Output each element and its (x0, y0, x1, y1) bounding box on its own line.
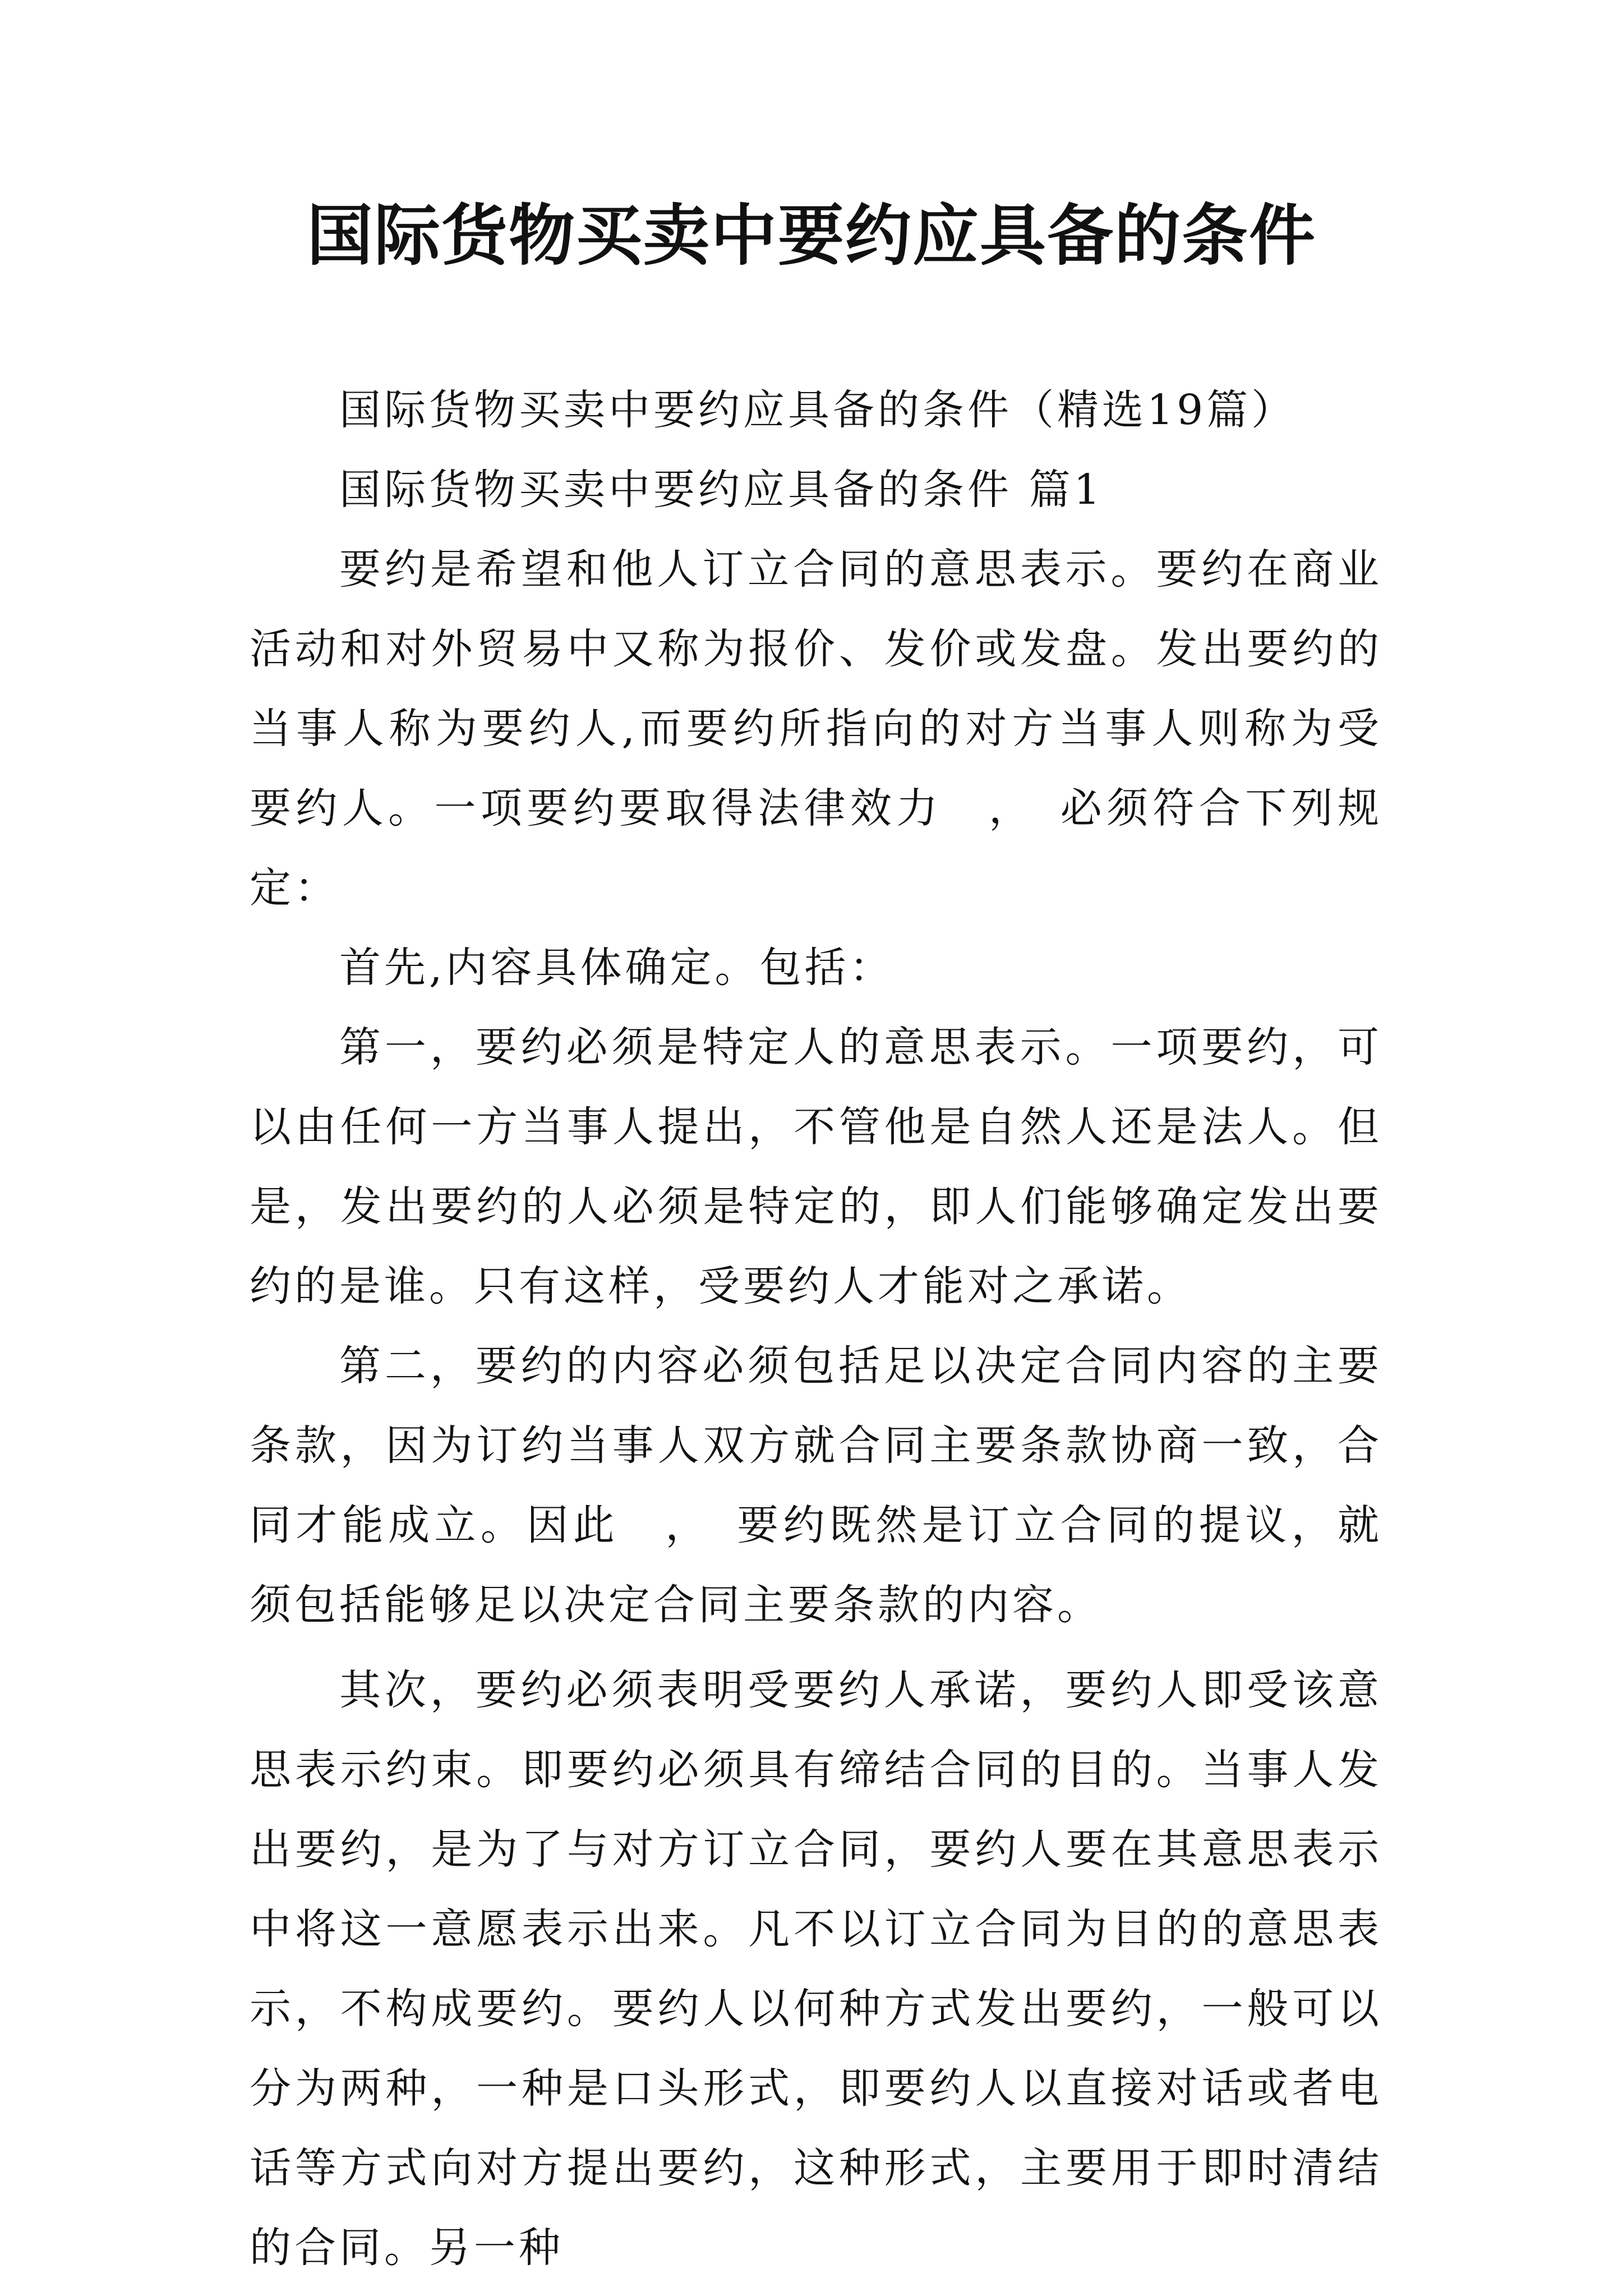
document-body (250, 370, 1382, 2288)
section-heading: 国际货物买卖中要约应具备的条件 篇1 (339, 466, 1104, 514)
body-paragraph: 首先,内容具体确定。包括： (339, 944, 895, 992)
body-paragraph: 第一，要约必须是特定人的意思表示。一项要约，可以由任何一方当事人提出，不管他是自然人还是法人。但是，发出要约的人必须是特定的，即人们能够确定发出要约的是谁。只有这样，受要约人才能对之承诺。 (250, 1023, 1382, 1310)
paragraph-spacer (250, 1645, 1382, 1650)
body-paragraph: 其次，要约必须表明受要约人承诺，要约人即受该意思表示约束。即要约必须具有缔结合同的目的。当事人发出要约，是为了与对方订立合同，要约人要在其意思表示中将这一意愿表示出来。凡不以订立合同为目的的意思表示，不构成要约。要约人以何种方式发出要约，一般可以分为两种，一种是口头形式，即要约人以直接对话或者电话等方式向对方提出要约，这种形式，主要用于即时清结的合同。另一种 (250, 1666, 1382, 2272)
body-paragraph: 第二，要约的内容必须包括足以决定合同内容的主要条款，因为订约当事人双方就合同主要条款协商一致，合同才能成立。因此 ， 要约既然是订立合同的提议，就须包括能够足以决定合同主要条款的内容。 (250, 1342, 1382, 1629)
body-paragraph: 要约是希望和他人订立合同的意思表示。要约在商业活动和对外贸易中又称为报价、发价或发盘。发出要约的当事人称为要约人,而要约所指向的对方当事人则称为受要约人。一项要约要取得法律效力 ， 必须符合下列规定： (250, 545, 1382, 912)
document-title: 国际货物买卖中要约应具备的条件 (306, 196, 1316, 274)
subtitle-paragraph: 国际货物买卖中要约应具备的条件（精选19篇） (339, 386, 1297, 434)
